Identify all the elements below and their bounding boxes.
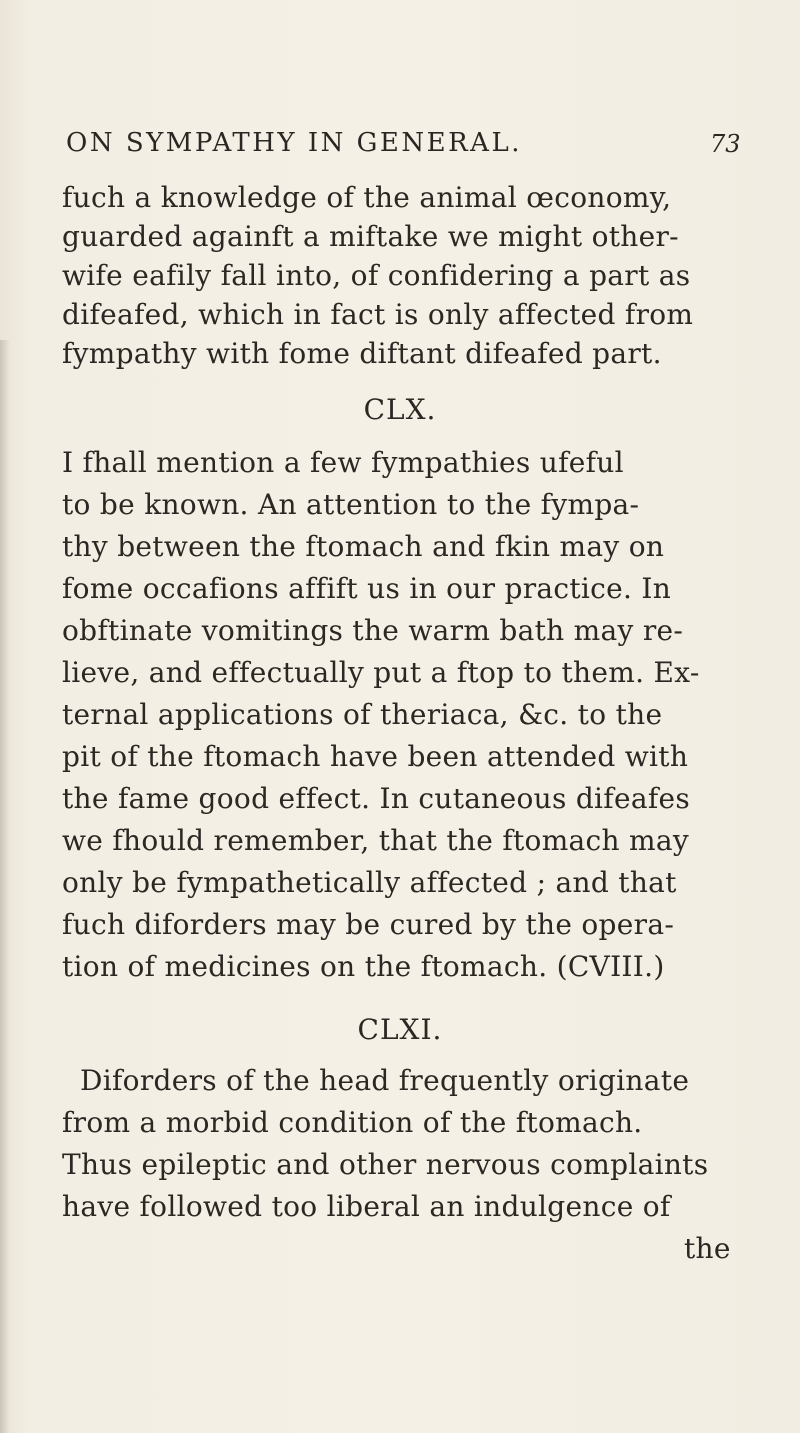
text-line: wife eafily fall into, of confidering a part as: [62, 259, 691, 292]
running-head: [0, 128, 800, 164]
text-line: have followed too liberal an indulgence of: [62, 1190, 671, 1223]
text-line: ternal applications of theriaca, &c. to the: [62, 698, 663, 731]
text-line: the fame good effect. In cutaneous difeafes: [62, 782, 691, 815]
section-heading: CLXI.: [357, 1013, 443, 1046]
text-line: obftinate vomitings the warm bath may re-: [62, 614, 684, 647]
text-line: thy between the ftomach and fkin may on: [62, 530, 665, 563]
text-line: Diforders of the head frequently originate: [80, 1064, 690, 1097]
text-line: pit of the ftomach have been attended with: [62, 740, 689, 773]
text-line: from a morbid condition of the ftomach.: [62, 1106, 643, 1139]
text-line: only be fympathetically affected ; and that: [62, 866, 677, 899]
text-line: fome occafions affift us in our practice. In: [62, 572, 672, 605]
text-line: Thus epileptic and other nervous complaints: [62, 1148, 709, 1181]
text-line: to be known. An attention to the fympa-: [62, 488, 640, 521]
text-line: lieve, and effectually put a ftop to them. Ex-: [62, 656, 700, 689]
section-heading: CLX.: [363, 393, 437, 426]
text-line: guarded againft a miftake we might other-: [62, 220, 679, 253]
text-line: difeafed, which in fact is only affected from: [62, 298, 694, 331]
text-line: I fhall mention a few fympathies ufeful: [62, 446, 624, 479]
text-line: tion of medicines on the ftomach. (CVIII.): [62, 950, 665, 983]
text-line: we fhould remember, that the ftomach may: [62, 824, 690, 857]
catchword: the: [684, 1232, 731, 1265]
running-head-title: ON SYMPATHY IN GENERAL.: [66, 128, 522, 158]
gutter-shadow: [0, 340, 10, 1433]
page-number: 73: [710, 130, 741, 158]
text-line: fuch a knowledge of the animal œconomy,: [62, 181, 672, 214]
text-line: fympathy with fome diftant difeafed part.: [62, 337, 662, 370]
text-line: fuch diforders may be cured by the opera-: [62, 908, 675, 941]
